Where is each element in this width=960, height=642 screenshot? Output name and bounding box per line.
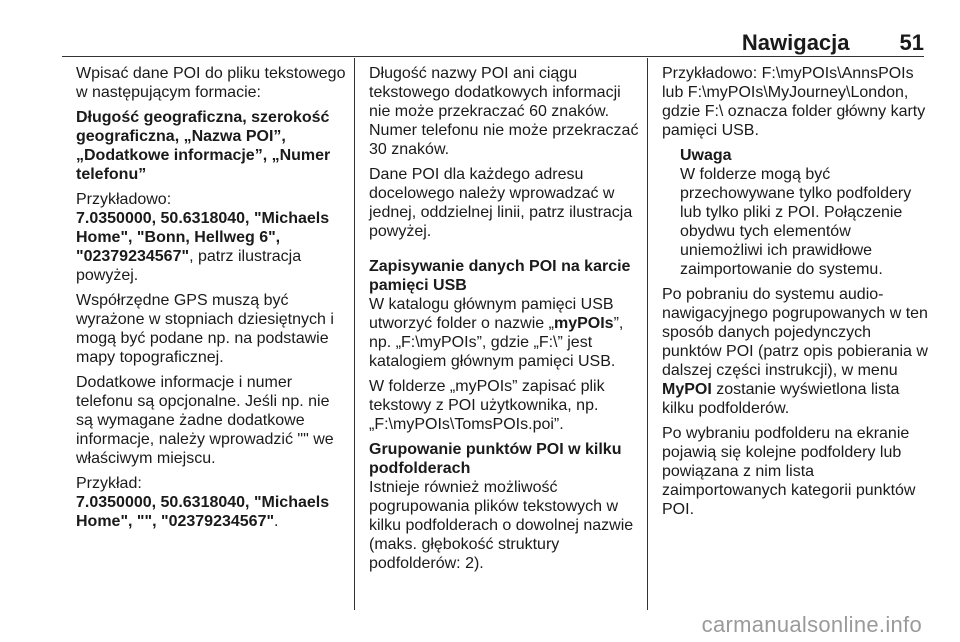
watermark[interactable]: carmanualsonline.info <box>701 612 922 637</box>
column-3 <box>662 64 930 525</box>
section-title: Nawigacja <box>741 30 850 55</box>
note-box <box>662 146 930 279</box>
page-number: 51 <box>899 30 924 55</box>
subheading: Grupowanie punktów POI w kilku podfolderach <box>369 441 622 477</box>
header-rule <box>62 56 924 57</box>
paragraph: Po pobraniu do systemu audio-nawigacyjnego pogrupowanych w ten sposób danych pojedynczych punktów POI (patrz opis pobierania w dalszej części instrukcji), w menu MyPOI zostanie wyświetlona lista kilku podfolderów. <box>662 286 928 417</box>
paragraph: Istnieje również możliwość pogrupowania plików tekstowych w kilku podfolderach o dowolnej nazwie (maks. głębokość struktury podfolderów: 2). <box>369 479 634 572</box>
paragraph: W katalogu głównym pamięci USB utworzyć folder o nazwie „myPOIs”, np. „F:\myPOIs”, gdzie „F:\” jest katalogiem głównym pamięci USB. <box>369 296 624 370</box>
paragraph: Długość nazwy POI ani ciągu tekstowego dodatkowych informacji nie może przekraczać 60 znaków. Numer telefonu nie może przekraczać 30 znaków. <box>369 65 639 158</box>
paragraph: Współrzędne GPS muszą być wyrażone w stopniach dziesiętnych i mogą być podane np. na podstawie mapy topograficznej. <box>76 292 334 366</box>
paragraph: Przykład: 7.0350000, 50.6318040, "Michaels Home", "", "02379234567". <box>76 475 330 530</box>
paragraph: Długość geograficzna, szerokość geograficzna, „Nazwa POI”, „Dodatkowe informacje”, „Numer telefonu” <box>76 109 331 183</box>
column-divider-2 <box>647 58 648 610</box>
paragraph: Po wybraniu podfolderu na ekranie pojawią się kolejne podfoldery lub powiązana z nim lista zaimportowanych kategorii punktów POI. <box>662 425 916 518</box>
column-2 <box>369 64 639 579</box>
note-title: Uwaga <box>680 147 732 164</box>
paragraph: Przykładowo: 7.0350000, 50.6318040, "Michaels Home", "Bonn, Hellweg 6", "02379234567", patrz ilustracja powyżej. <box>76 191 330 284</box>
paragraph: Przykładowo: F:\myPOIs\AnnsPOIs lub F:\myPOIs\MyJourney\London, gdzie F:\ oznacza folder główny karty pamięci USB. <box>662 65 926 139</box>
note-text: W folderze mogą być przechowywane tylko podfoldery lub tylko pliki z POI. Połączenie obydwu tych elementów uniemożliwi ich prawidłowe zaimportowanie do systemu. <box>680 166 912 278</box>
paragraph: Wpisać dane POI do pliku tekstowego w następującym formacie: <box>76 65 346 101</box>
paragraph: Dodatkowe informacje i numer telefonu są opcjonalne. Jeśli np. nie są wymagane żadne dodatkowe informacje, należy wprowadzić "" we właściwym miejscu. <box>76 374 334 467</box>
paragraph: W folderze „myPOIs” zapisać plik tekstowy z POI użytkownika, np. „F:\myPOIs\TomsPOIs.poi”. <box>369 378 605 433</box>
column-divider-1 <box>354 58 355 610</box>
subheading: Zapisywanie danych POI na karcie pamięci USB <box>369 258 631 294</box>
paragraph: Dane POI dla każdego adresu docelowego należy wprowadzać w jednej, oddzielnej linii, patrz ilustracja powyżej. <box>369 166 633 240</box>
page-header <box>62 30 924 56</box>
column-1 <box>76 64 346 537</box>
